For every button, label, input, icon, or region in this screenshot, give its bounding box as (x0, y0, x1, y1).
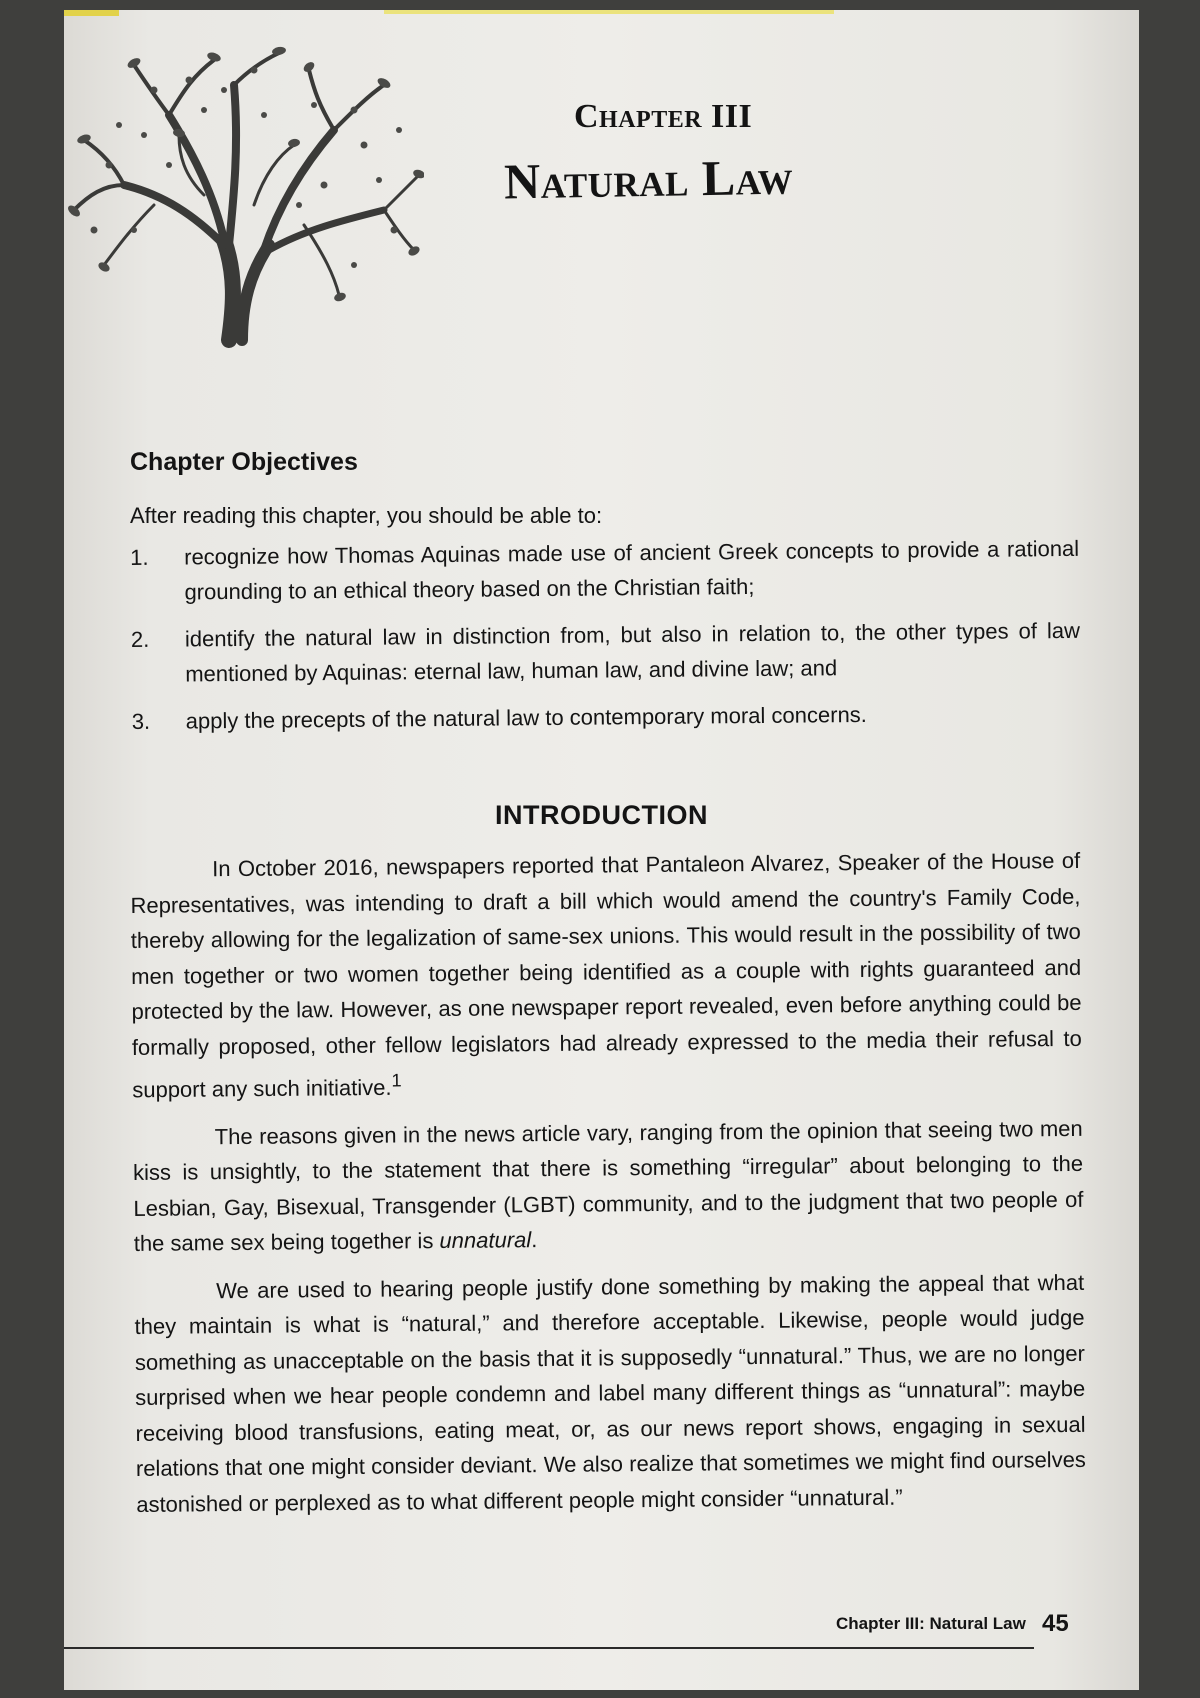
paragraph (133, 1111, 1084, 1262)
paragraph (130, 843, 1082, 1108)
book-page (64, 10, 1139, 1690)
emphasized-word: unnatural (439, 1227, 532, 1254)
objective-number: 2. (130, 626, 150, 652)
tree-illustration (64, 35, 424, 355)
introduction-heading: INTRODUCTION (495, 800, 708, 830)
objective-number: 3. (131, 708, 151, 734)
objective-item (130, 531, 1080, 610)
paragraph-text: The reasons given in the news article vary, ranging from the opinion that seeing two men kiss is unsightly, to the statement that there is something “irregular” about belonging to the Lesbian, Gay, Bisexual, Transgender (LGBT) community, and to the judgment that two people of the same sex being together is (132, 1115, 1084, 1257)
page-number: 45 (1042, 1610, 1069, 1637)
chapter-label: Chapter III (574, 98, 753, 135)
objective-item (132, 695, 1081, 739)
objective-text: recognize how Thomas Aquinas made use of ancient Greek concepts to provide a rational grounding to an ethical theory based on the Christian faith; (184, 535, 1080, 605)
paragraph-text: . (531, 1227, 538, 1253)
footnote-marker: 1 (391, 1069, 402, 1091)
objectives-heading: Chapter Objectives (130, 448, 358, 476)
footer-rule (64, 1647, 1034, 1649)
objective-text: apply the precepts of the natural law to contemporary moral concerns. (185, 701, 867, 734)
paragraph (134, 1265, 1086, 1523)
objective-number: 1. (130, 544, 149, 570)
paragraph-text: We are used to hearing people justify done something by making the appeal that what they maintain is what is “natural,” and therefore acceptable. Likewise, people would judge something as unacceptable on the basis that it is supposedly “unnatural.” Thus, we are no longer surprised when we hear people condemn and label many different things as “unnatural”: maybe receiving blood transfusions, eating meat, or, as our news report shows, engaging in sexual relations that one might consider deviant. We also realize that sometimes we might find ourselves astonished or perplexed as to what different people might consider “unnatural.” (134, 1269, 1086, 1517)
objectives-intro: After reading this chapter, you should be able to: (130, 503, 603, 528)
chapter-title: Natural Law (503, 148, 794, 210)
objectives-list (130, 530, 1132, 751)
running-footer-label: Chapter III: Natural Law (836, 1614, 1026, 1633)
objective-item (131, 613, 1081, 692)
yellow-tab-decoration (384, 10, 834, 14)
introduction-body (130, 843, 1087, 1534)
paragraph-text: In October 2016, newspapers reported that Pantaleon Alvarez, Speaker of the House of Representatives, was intending to draft a bill which would amend the country's Family Code, thereby allowing for the legalization of same-sex unions. This would result in the possibility of two men together or two women together being identified as a couple with rights guaranteed and protected by the law. However, as one newspaper report revealed, even before anything could be formally proposed, other fellow legislators had already expressed to the media their refusal to support any such initiative. (130, 847, 1082, 1103)
yellow-tab-decoration (64, 10, 119, 16)
objective-text: identify the natural law in distinction from, but also in relation to, the other types of law mentioned by Aquinas: eternal law, human law, and divine law; and (184, 617, 1081, 687)
